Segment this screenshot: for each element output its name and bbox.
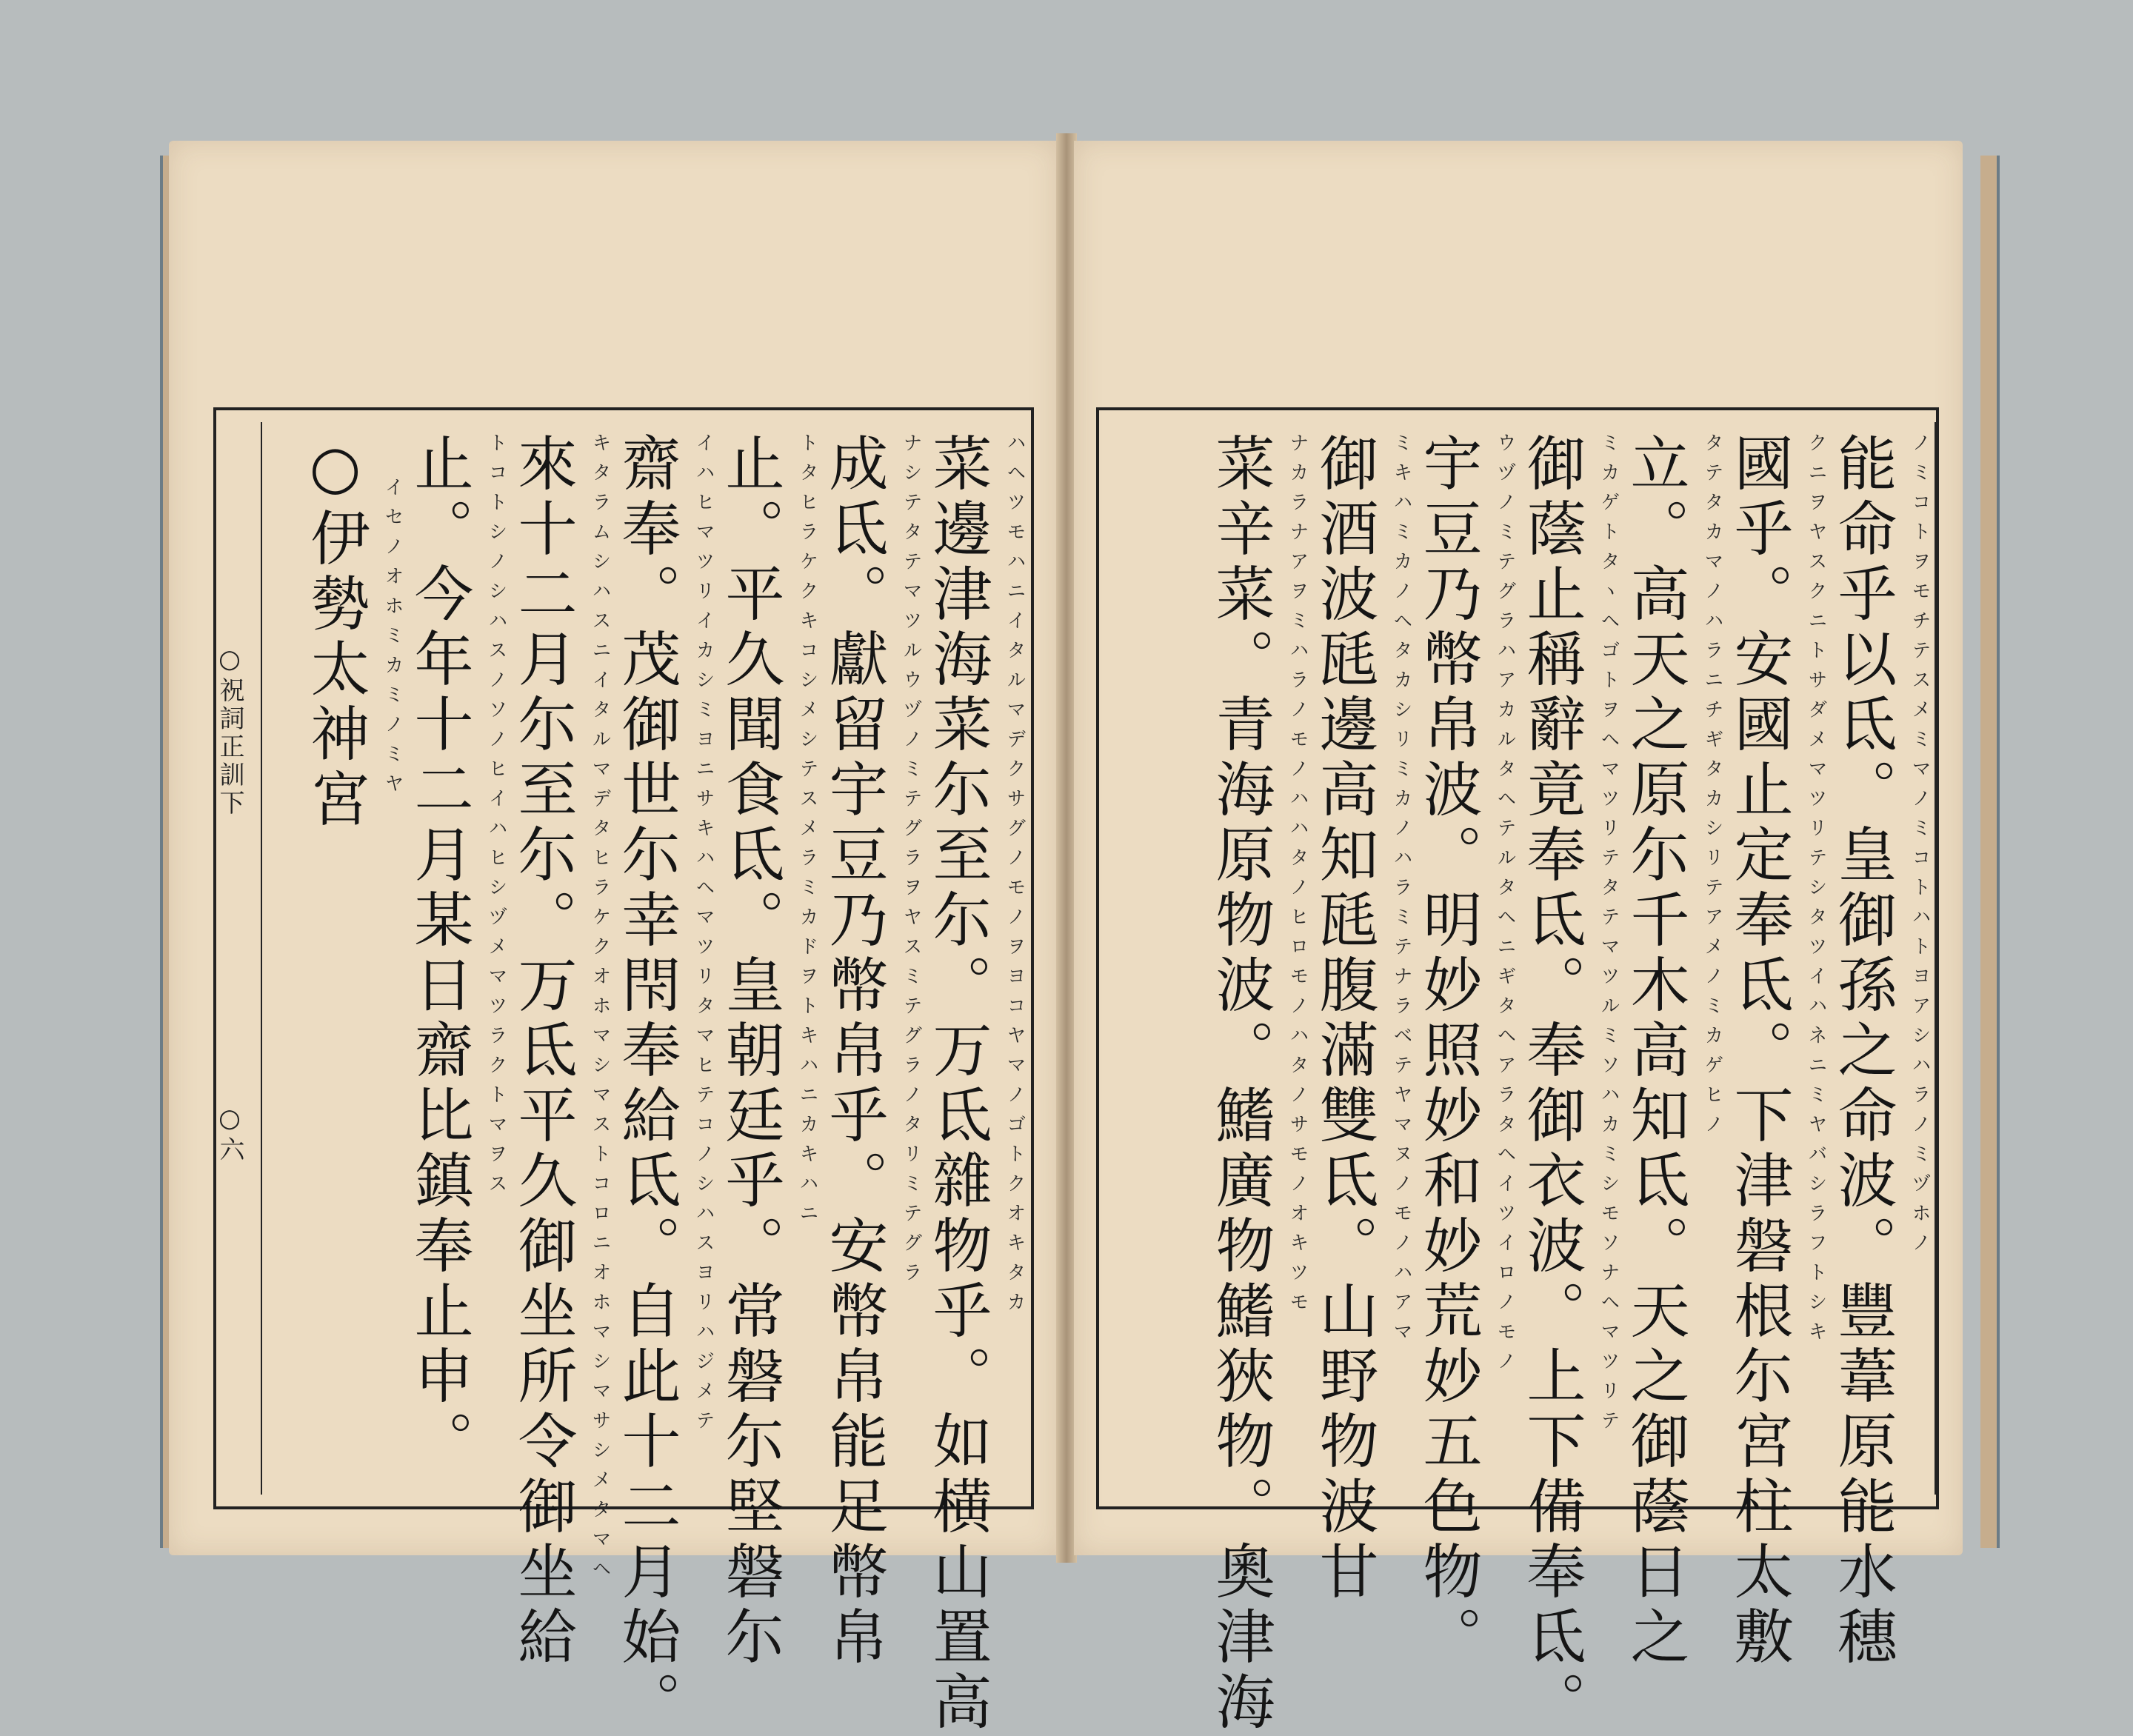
frame-rule bbox=[261, 422, 262, 1495]
left-text-frame bbox=[213, 407, 1034, 1736]
text-column: 能命乎以氐。皇御孫之命波。豐葦原能水穗 bbox=[1828, 433, 1897, 1671]
section-heading: ○伊勢太神宮 bbox=[301, 433, 370, 833]
ruby-line: ウヅノミテグラハアカルタヘテルタヘニギタヘアラタヘイツイロノモノ bbox=[1494, 433, 1516, 1381]
ruby-line: キタラムシハスニイタルマデタヒラケクオホマシマストコロニオホマシマサシメタマヘ bbox=[589, 433, 611, 1588]
text-column: 菜辛菜。青海原物波。鰭廣物鰭狹物。奧津海 bbox=[1206, 433, 1275, 1736]
ruby-line: トタヒラケクキコシメシテスメラミカドヲトキハニカキハニ bbox=[796, 433, 818, 1232]
ruby-line: クニヲヤスクニトサダメマツリテシタツイハネニミヤバシラフトシキ bbox=[1805, 433, 1827, 1351]
right-page-edge bbox=[1980, 156, 2000, 1548]
open-book bbox=[148, 133, 2014, 1736]
ruby-line: ナカラナアヲミハラノモノハハタノヒロモノハタノサモノオキツモ bbox=[1286, 433, 1309, 1321]
text-column: 立。高天之原尓千木高知氐。天之御蔭日之 bbox=[1620, 433, 1689, 1671]
text-column: 宇豆乃幣帛波。明妙照妙和妙荒妙五色物。 bbox=[1413, 433, 1482, 1671]
text-column: 菜邊津海菜尓至尓。万氐雜物乎。如横山置高 bbox=[923, 433, 992, 1736]
right-text-frame bbox=[1096, 407, 1939, 1736]
page-number: ○六 bbox=[215, 1104, 244, 1164]
margin-title: ○祝詞正訓下 bbox=[215, 644, 244, 818]
text-column: 成氐。獻留宇豆乃幣帛乎。安幣帛能足幣帛 bbox=[819, 433, 888, 1671]
text-column: 止。今年十二月某日齋比鎮奉止申。 bbox=[404, 433, 473, 1475]
text-column: 國乎。安國止定奉氐。下津磐根尓宮柱太敷 bbox=[1724, 433, 1793, 1671]
text-column: 御蔭止稱辭竟奉氐。奉御衣波。上下備奉氐。 bbox=[1517, 433, 1586, 1736]
text-column: 御酒波瓱邊高知瓱腹滿雙氐。山野物波甘 bbox=[1309, 433, 1378, 1606]
ruby-line: ミカゲトタヽヘゴトヲヘマツリテタテマツルミソハカミシモソナヘマツリテ bbox=[1598, 433, 1620, 1440]
ruby-line: トコトシノシハスノソノヒイハヒシヅメマツラクトマヲス bbox=[485, 433, 507, 1203]
ruby-line: ハヘツモハニイタルマデクサグノモノヲヨコヤマノゴトクオキタカ bbox=[1004, 433, 1026, 1321]
ruby-line: ナシテタテマツルウヅノミテグラヲヤスミテグラノタリミテグラ bbox=[900, 433, 922, 1292]
ruby-line: イハヒマツリイカシミヨニサキハヘマツリタマヒテコノシハスヨリハジメテ bbox=[692, 433, 715, 1440]
text-column: 齋奉。茂御世尓幸閇奉給氐。自此十二月始。 bbox=[612, 433, 681, 1736]
text-column: 來十二月尓至尓。万氐平久御坐所令御坐給 bbox=[508, 433, 577, 1671]
left-page bbox=[169, 141, 1058, 1736]
ruby-line: タテタカマノハラニチギタカシリテアメノミカゲヒノ bbox=[1701, 433, 1723, 1144]
ruby-line: ノミコトヲモチテスメミマノミコトハトヨアシハラノミヅホノ bbox=[1909, 433, 1931, 1262]
ruby-line: イセノオホミカミノミヤ bbox=[381, 477, 404, 803]
right-page bbox=[1074, 141, 1963, 1736]
text-column: 止。平久聞食氐。皇朝廷乎。常磐尓堅磐尓 bbox=[715, 433, 784, 1671]
frame-rule bbox=[1935, 422, 1936, 1495]
ruby-line: ミキハミカノヘタカシリミカノハラミテナラベテヤマヌノモノハアマ bbox=[1390, 433, 1412, 1351]
